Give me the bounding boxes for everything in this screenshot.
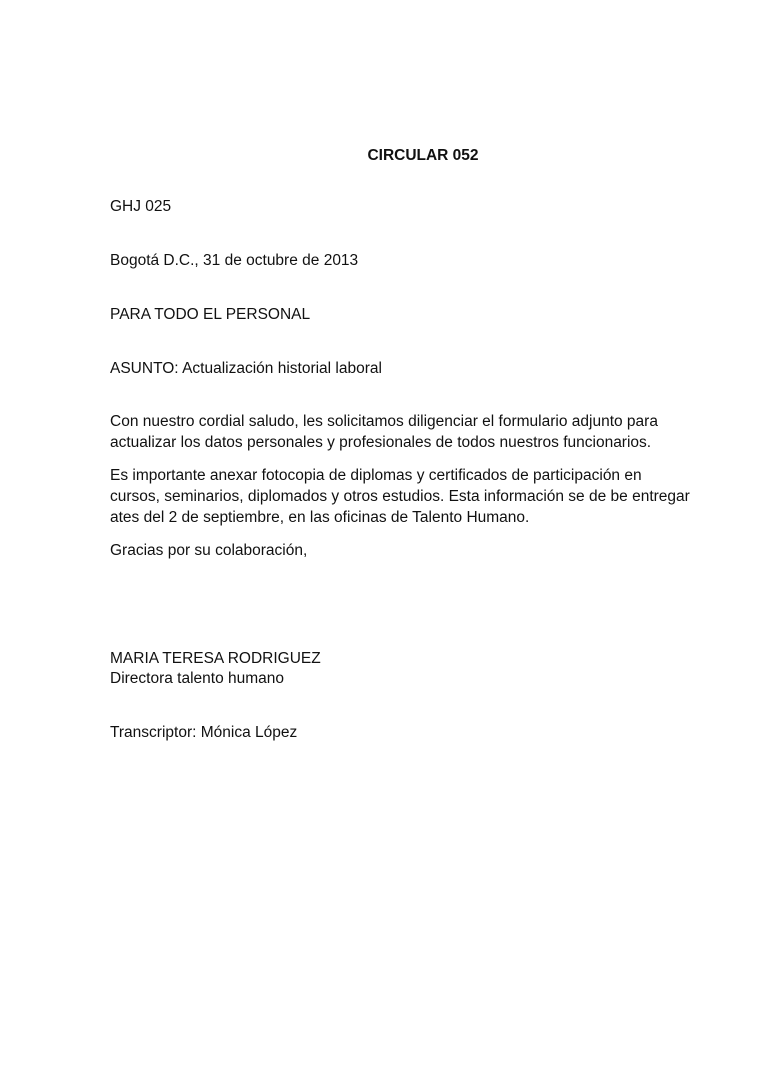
closing-line: Gracias por su colaboración, [110, 542, 308, 559]
signer-name: MARIA TERESA RODRIGUEZ [110, 650, 321, 667]
signer-title: Directora talento humano [110, 670, 285, 687]
reference-code: GHJ 025 [110, 198, 172, 215]
recipient-line: PARA TODO EL PERSONAL [110, 306, 311, 323]
paragraph-2-line-1: Es importante anexar fotocopia de diplomas y certificados de participación en [110, 467, 642, 484]
subject-line: ASUNTO: Actualización historial laboral [110, 360, 382, 377]
date-line: Bogotá D.C., 31 de octubre de 2013 [110, 252, 359, 269]
document-title: CIRCULAR 052 [367, 147, 479, 164]
transcriptor-line: Transcriptor: Mónica López [110, 724, 298, 741]
paragraph-2-line-2: cursos, seminarios, diplomados y otros estudios. Esta información se de be entregar [110, 488, 690, 505]
paragraph-2-line-3: ates del 2 de septiembre, en las oficinas de Talento Humano. [110, 509, 530, 526]
paragraph-1-line-1: Con nuestro cordial saludo, les solicitamos diligenciar el formulario adjunto para [110, 413, 658, 430]
paragraph-1-line-2: actualizar los datos personales y profesionales de todos nuestros funcionarios. [110, 434, 652, 451]
